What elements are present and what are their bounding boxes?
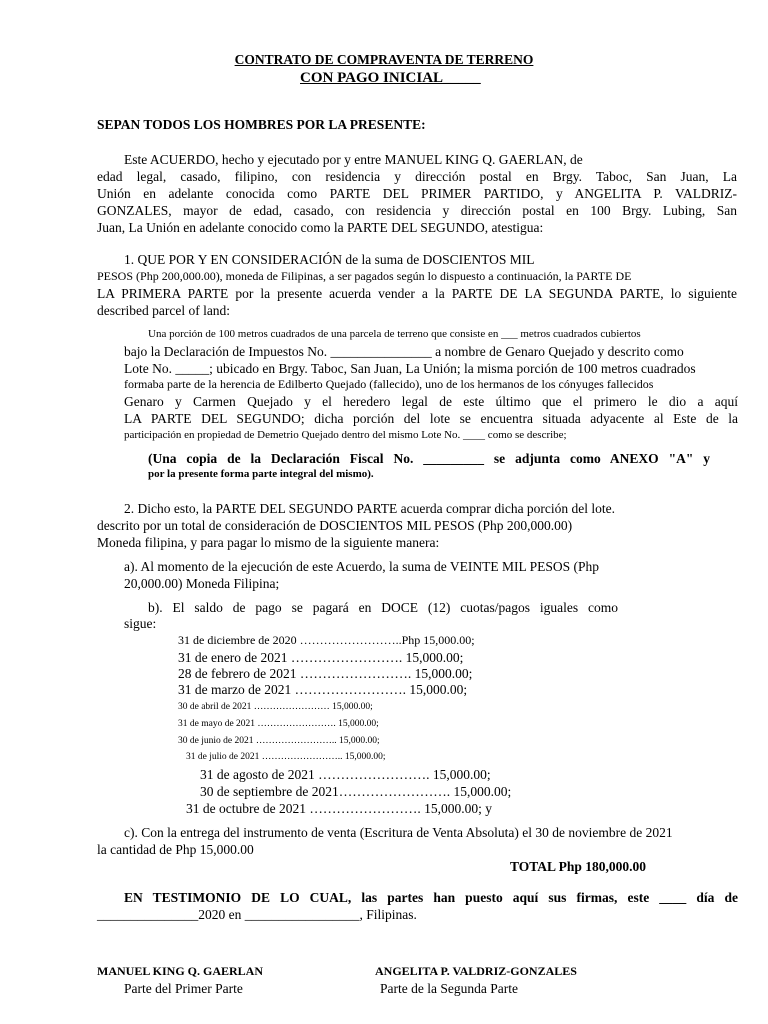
intro-line: Juan, La Unión en adelante conocido como la PARTE DEL SEGUNDO, atestigua: bbox=[97, 220, 544, 235]
schedule-item: 31 de marzo de 2021 ……………………. 15,000.00; bbox=[178, 682, 468, 697]
testimony-line: _______________2020 en _________________, Filipinas. bbox=[97, 907, 417, 922]
schedule-item: 28 de febrero de 2021 ……………………. 15,000.00; bbox=[178, 666, 473, 681]
clause2a-line: 20,000.00) Moneda Filipina; bbox=[124, 576, 280, 591]
clause1-line: LA PRIMERA PARTE por la presente acuerda vender a la PARTE DE LA SEGUNDA PARTE, lo siguiente bbox=[97, 286, 737, 301]
schedule-item: 31 de octubre de 2021 ……………………. 15,000.00; y bbox=[186, 801, 492, 816]
property-line: participación en propiedad de Demetrio Quejado dentro del mismo Lote No. ____ como se describe; bbox=[124, 429, 567, 441]
clause1-line: 1. QUE POR Y EN CONSIDERACIÓN de la suma de DOSCIENTOS MIL bbox=[124, 252, 535, 267]
clause1-line: described parcel of land: bbox=[97, 303, 231, 318]
intro-line: edad legal, casado, filipino, con residencia y dirección postal en Brgy. Taboc, San Juan, La bbox=[97, 169, 737, 184]
schedule-item: 30 de junio de 2021 …………………….. 15,000.00; bbox=[178, 736, 380, 746]
property-line: bajo la Declaración de Impuestos No. _______________ a nombre de Genaro Quejado y descrito como bbox=[124, 344, 684, 359]
clause2c-line: c). Con la entrega del instrumento de venta (Escritura de Venta Absoluta) el 30 de noviembre de 2021 bbox=[124, 825, 673, 840]
property-line: formaba parte de la herencia de Edilberto Quejado (fallecido), uno de los hermanos de los cónyuges fallecidos bbox=[124, 377, 654, 391]
heading: SEPAN TODOS LOS HOMBRES POR LA PRESENTE: bbox=[97, 117, 426, 132]
clause2-line: Moneda filipina, y para pagar lo mismo de la siguiente manera: bbox=[97, 535, 440, 550]
schedule-item: 31 de enero de 2021 ……………………. 15,000.00; bbox=[178, 650, 464, 665]
property-line: LA PARTE DEL SEGUNDO; dicha porción del lote se encuentra situada adyacente al Este de la bbox=[124, 411, 738, 426]
signatory-name: ANGELITA P. VALDRIZ-GONZALES bbox=[375, 964, 577, 978]
schedule-item: 31 de diciembre de 2020 ……………………..Php 15,000.00; bbox=[178, 633, 475, 647]
clause2-line: descrito por un total de consideración de DOSCIENTOS MIL PESOS (Php 200,000.00) bbox=[97, 518, 573, 533]
schedule-item: 31 de julio de 2021 …………………….. 15,000.00; bbox=[186, 752, 386, 762]
clause2-line: 2. Dicho esto, la PARTE DEL SEGUNDO PARTE acuerda comprar dicha porción del lote. bbox=[124, 501, 616, 516]
annex-line: por la presente forma parte integral del mismo). bbox=[148, 468, 374, 480]
clause2b-line: b). El saldo de pago se pagará en DOCE (12) cuotas/pagos iguales como bbox=[148, 600, 618, 615]
intro-line: Este ACUERDO, hecho y ejecutado por y entre MANUEL KING Q. GAERLAN, de bbox=[124, 152, 583, 167]
property-line: Lote No. _____; ubicado en Brgy. Taboc, San Juan, La Unión; la misma porción de 100 metros cuadrados bbox=[124, 361, 696, 376]
clause2a-line: a). Al momento de la ejecución de este Acuerdo, la suma de VEINTE MIL PESOS (Php bbox=[124, 559, 600, 574]
total-amount: TOTAL Php 180,000.00 bbox=[510, 859, 647, 874]
signatory-name: MANUEL KING Q. GAERLAN bbox=[97, 964, 264, 978]
clause1-line: PESOS (Php 200,000.00), moneda de Filipinas, a ser pagados según lo dispuesto a continuación, la PARTE DE bbox=[97, 269, 632, 283]
property-line: Genaro y Carmen Quejado y el heredero legal de este último que el primero le dio a aquí bbox=[124, 394, 738, 409]
testimony-line: EN TESTIMONIO DE LO CUAL, las partes han puesto aquí sus firmas, este ____ día de bbox=[124, 890, 738, 905]
document-title: CONTRATO DE COMPRAVENTA DE TERRENO bbox=[234, 52, 534, 67]
intro-line: Unión en adelante conocida como PARTE DEL PRIMER PARTIDO, y ANGELITA P. VALDRIZ- bbox=[97, 186, 737, 201]
property-line: Una porción de 100 metros cuadrados de una parcela de terreno que consiste en ___ metros cuadrados cubiertos bbox=[148, 328, 641, 340]
signatory-role: Parte de la Segunda Parte bbox=[380, 981, 518, 996]
clause2b-line: sigue: bbox=[124, 616, 157, 631]
schedule-item: 30 de septiembre de 2021……………………. 15,000.00; bbox=[200, 784, 512, 799]
clause2c-line: la cantidad de Php 15,000.00 bbox=[97, 842, 254, 857]
signatory-role: Parte del Primer Parte bbox=[124, 981, 243, 996]
document-subtitle: CON PAGO INICIAL_____ bbox=[300, 70, 481, 86]
annex-line: (Una copia de la Declaración Fiscal No. _________ se adjunta como ANEXO "A" y bbox=[148, 451, 710, 466]
schedule-item: 31 de mayo de 2021 ……………………. 15,000.00; bbox=[178, 719, 379, 729]
schedule-item: 30 de abril de 2021 …………………… 15,000.00; bbox=[178, 702, 373, 712]
schedule-item: 31 de agosto de 2021 ……………………. 15,000.00; bbox=[200, 767, 491, 782]
intro-line: GONZALES, mayor de edad, casado, con residencia y dirección postal en 100 Brgy. Lubing, San bbox=[97, 203, 737, 218]
